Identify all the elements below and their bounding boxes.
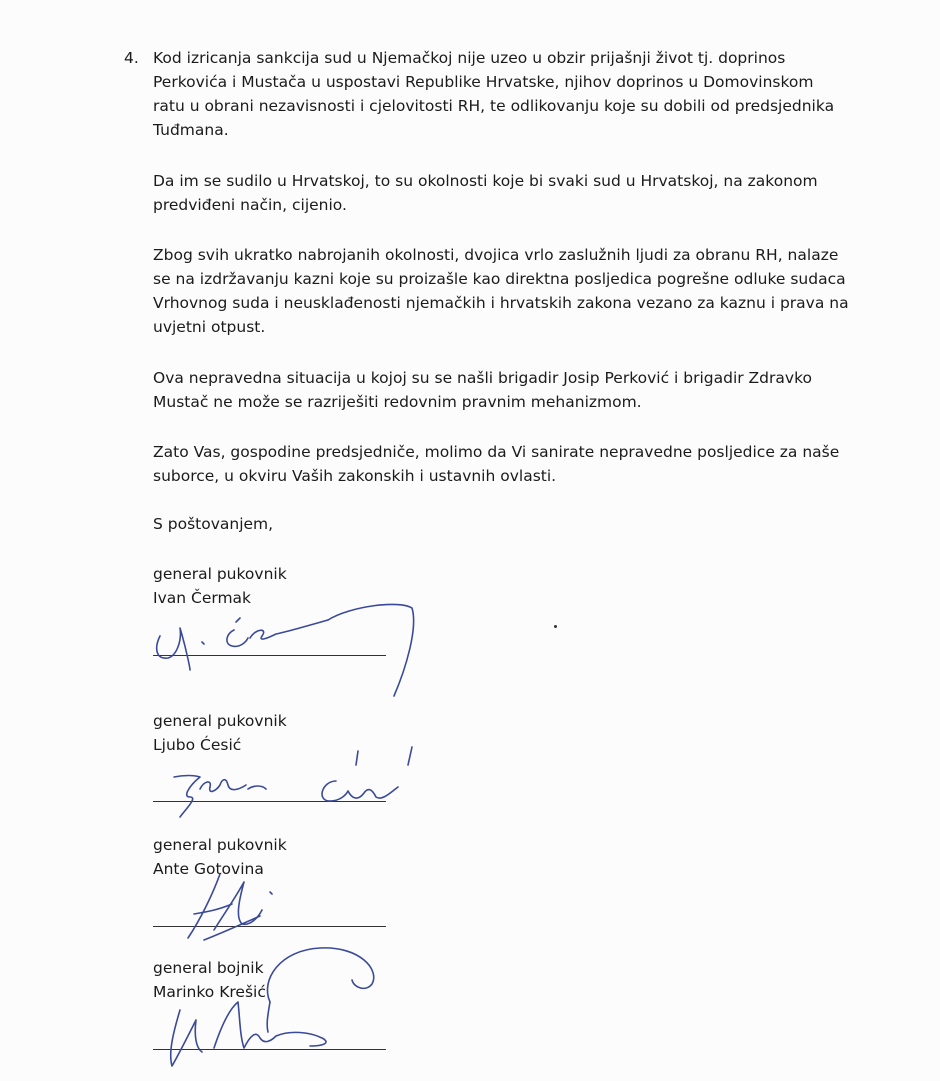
paragraph-circumstances bbox=[153, 243, 849, 339]
text-line: Perkovića i Mustača u uspostavi Republike Hrvatske, njihov doprinos u Domovinskom bbox=[153, 73, 814, 91]
paragraph-croatian-court bbox=[153, 169, 843, 217]
signatory-name: Marinko Krešić bbox=[153, 983, 266, 1001]
signatory-name: Ante Gotovina bbox=[153, 860, 264, 878]
text-line: Tuđmana. bbox=[153, 121, 229, 139]
text-line: Vrhovnog suda i neusklađenosti njemačkih i hrvatskih zakona vezano za kaznu i prava na bbox=[153, 294, 849, 312]
closing-text: S poštovanjem, bbox=[153, 515, 274, 533]
signature-cesic bbox=[150, 745, 430, 835]
closing-salutation bbox=[153, 512, 843, 536]
signatory-name: Ivan Čermak bbox=[153, 589, 252, 607]
text-line: Zato Vas, gospodine predsjedniče, molimo da Vi sanirate nepravedne posljedice za naše bbox=[153, 443, 840, 461]
text-line: predviđeni način, cijenio. bbox=[153, 196, 347, 214]
text-line: se na izdržavanju kazni koje su proizašle kao direktna posljedica pogrešne odluke sudaca bbox=[153, 270, 846, 288]
list-item-number: 4. bbox=[124, 49, 139, 67]
signature-cermak bbox=[150, 598, 430, 698]
text-line: Zbog svih ukratko nabrojanih okolnosti, dvojica vrlo zaslužnih ljudi za obranu RH, nalaze bbox=[153, 246, 839, 264]
paragraph-situation bbox=[153, 366, 843, 414]
signatory-rank: general pukovnik bbox=[153, 565, 287, 583]
text-line: Kod izricanja sankcija sud u Njemačkoj nije uzeo u obzir prijašnji život tj. doprinos bbox=[153, 49, 786, 67]
text-line: Mustač ne može se razriješiti redovnim pravnim mehanizmom. bbox=[153, 393, 642, 411]
signatory-rank: general pukovnik bbox=[153, 712, 287, 730]
signatory-rank: general bojnik bbox=[153, 959, 264, 977]
item-4-paragraph bbox=[153, 46, 843, 142]
signatory-rank: general pukovnik bbox=[153, 836, 287, 854]
signature-gotovina bbox=[150, 860, 310, 945]
paragraph-request bbox=[153, 440, 843, 488]
ink-dot bbox=[554, 625, 557, 628]
text-line: ratu u obrani nezavisnosti i cjelovitosti RH, te odlikovanju koje su dobili od predsjednika bbox=[153, 97, 835, 115]
text-line: Da im se sudilo u Hrvatskoj, to su okolnosti koje bi svaki sud u Hrvatskoj, na zakonom bbox=[153, 172, 818, 190]
text-line: suborce, u okviru Vaših zakonskih i ustavnih ovlasti. bbox=[153, 467, 557, 485]
text-line: Ova nepravedna situacija u kojoj su se našli brigadir Josip Perković i brigadir Zdravko bbox=[153, 369, 812, 387]
signatory-name: Ljubo Ćesić bbox=[153, 736, 242, 754]
signature-kresic bbox=[150, 940, 390, 1080]
text-line: uvjetni otpust. bbox=[153, 318, 266, 336]
